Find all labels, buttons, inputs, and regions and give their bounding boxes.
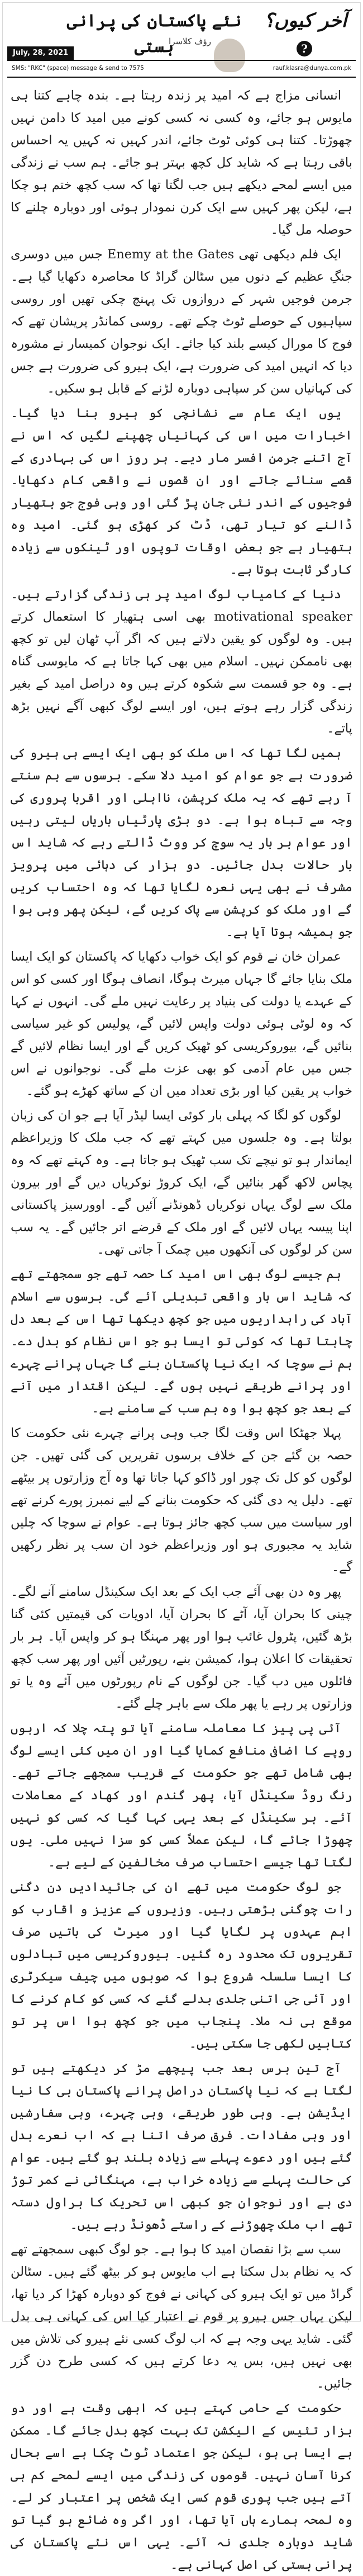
logo-word: آخر کیوں؟ [264,10,347,32]
paragraph: حکومت کے حامی کہتے ہیں کہ ابھی وقت ہے اور دو ہزار تئیس کے الیکشن تک بہت کچھ بدل جائے گا۔ ممکن ہے ایسا ہی ہو، لیکن جو اعتماد ٹوٹ چکا ہے اسے بحال کرنا آسان نہیں۔ قوموں کی زندگی میں ایسے لمحے کم ہی آتے ہیں جب پوری قوم کسی ایک شخص پر اعتبار کر لے۔ وہ لمحہ ہمارے ہاں آیا تھا، اور اگر وہ ضائع ہو گیا تو شاید دوبارہ جلدی نہ آئے۔ یہی اس نئے پاکستان کی پرانی ہستی کی اصل کہانی ہے۔ [11,2401,352,2572]
paragraph: یوں ایک عام سے نشانچی کو ہیرو بنا دیا گیا۔ اخبارات میں اس کی کہانیاں چھپنے لگیں کہ اس نے آج اتنے جرمن افسر مار دیے۔ ہر روز اس کی بہادری کے قصے سنائے جاتے اور ان قصوں نے واقعی کام دکھایا۔ فوجیوں کے اندر نئی جان پڑ گئی اور وہی فوج جو ہتھیار ڈالنے کو تیار تھی، ڈٹ کر کھڑی ہو گئی۔ امید وہ ہتھیار ہے جو بعض اوقات توپوں اور ٹینکوں سے زیادہ کارگر ثابت ہوتا ہے۔ [11,406,352,577]
paragraph: انسانی مزاج ہے کہ امید پر زندہ رہتا ہے۔ بندہ چاہے کتنا ہی مایوس ہو جائے، وہ کسی نہ کسی کونے میں امید کا دامن نہیں چھوڑتا۔ کتنا ہی کوئی ٹوٹ جائے، اندر کہیں نہ کہیں یہ احساس باقی رہتا ہے کہ شاید کل کچھ بہتر ہو جائے۔ ہم سب نے زندگی میں ایسے لمحے دیکھے ہیں جب لگتا تھا کہ سب کچھ ختم ہو چکا ہے، لیکن پھر کہیں سے ایک کرن نمودار ہوئی اور دوبارہ چلنے کا حوصلہ مل گیا۔ [11,88,352,237]
article-body [11,84,352,2572]
paragraph: ہم جیسے لوگ بھی اس امید کا حصہ تھے جو سمجھتے تھے کہ شاید اس بار واقعی تبدیلی آئے گی۔ برسوں سے اسلام آباد کی راہداریوں میں جو کچھ دیکھا تھا اس کے بعد دل چاہتا تھا کہ کوئی تو ایسا ہو جو اس نظام کو بدل دے۔ ہم نے سوچا کہ ایک نیا پاکستان بنے گا جہاں پرانے چہرے اور پرانے طریقے نہیں ہوں گے۔ لیکن اقتدار میں آنے کے بعد جو کچھ ہوا وہ ہم سب کے سامنے ہے۔ [11,1267,352,1416]
contact-strip [7,49,356,78]
column-masthead [3,3,360,79]
paragraph: سب سے بڑا نقصان امید کا ہوا ہے۔ جو لوگ کبھی سمجھتے تھے کہ یہ نظام بدل سکتا ہے اب مایوس ہو کر بیٹھ گئے ہیں۔ سٹالن گراڈ میں تو ایک ہیرو کی کہانی نے فوج کو دوبارہ کھڑا کر دیا تھا، لیکن یہاں جس ہیرو پر قوم نے اعتبار کیا اس کی کہانی ہی بدل گئی۔ شاید یہی وجہ ہے کہ اب لوگ کسی نئے ہیرو کی تلاش میں بھی نہیں ہیں، بس یہ دعا کرتے ہیں کہ کسی طرح دن گزر جائیں۔ [11,2242,352,2391]
paragraph: ایک فلم دیکھی تھی Enemy at the Gates جس میں دوسری جنگِ عظیم کے دنوں میں سٹالن گراڈ کا محاصرہ دکھایا گیا ہے۔ جرمن فوجیں شہر کے دروازوں تک پہنچ چکی تھیں اور روسی سپاہیوں کے حوصلے ٹوٹ چکے تھے۔ روسی کمانڈر پریشان تھے کہ فوج کا مورال کیسے بلند کیا جائے۔ ایک نوجوان کمیسار نے مشورہ دیا کہ انہیں امید کی ضرورت ہے، ایک ہیرو کی ضرورت ہے جس کی کہانیاں سن کر سپاہی دوبارہ لڑنے کے قابل ہو سکیں۔ [11,247,352,396]
author-name: رؤف کلاسرا [169,36,211,46]
paragraph: آئی پی پیز کا معاملہ سامنے آیا تو پتہ چلا کہ اربوں روپے کا اضافی منافع کمایا گیا اور ان میں کئی ایسے لوگ بھی شامل تھے جو حکومت کے قریب سمجھے جاتے تھے۔ رنگ روڈ سکینڈل آیا، پھر گندم اور کھاد کے معاملات آئے۔ ہر سکینڈل کے بعد یہی کہا گیا کہ کسی کو نہیں چھوڑا جائے گا، لیکن عملاً کسی کو سزا نہیں ملی۔ یوں لگتا تھا جیسے احتساب صرف مخالفین کے لیے ہے۔ [11,1721,352,1870]
paragraph: پہلا جھٹکا اس وقت لگا جب وہی پرانے چہرے نئی حکومت کا حصہ بن گئے جن کے خلاف برسوں تقریریں کی گئی تھیں۔ جن لوگوں کو کل تک چور اور ڈاکو کہا جاتا تھا وہ آج وزارتوں پر بیٹھے تھے۔ دلیل یہ دی گئی کہ حکومت بنانے کے لیے نمبرز پورے کرنے تھے اور سیاست میں سب کچھ جائز ہوتا ہے۔ عوام نے سوچا کہ چلیں شاید یہ مجبوری ہو اور وزیراعظم خود ان سب پر نظر رکھیں گے۔ [11,1426,352,1575]
question-mark-icon: ? [297,41,312,56]
paragraph: لوگوں کو لگا کہ پہلی بار کوئی ایسا لیڈر آیا ہے جو ان کی زبان بولتا ہے۔ وہ جلسوں میں کہتے تھے کہ جب ملک کا وزیراعظم ایماندار ہو تو نیچے تک سب ٹھیک ہو جاتا ہے۔ وہ کہتے تھے کہ وہ پچاس لاکھ گھر بنائیں گے، ایک کروڑ نوکریاں دیں گے اور بیرون ملک سے لوگ یہاں نوکریاں ڈھونڈنے آئیں گے۔ اوورسیز پاکستانی اپنا پیسہ یہاں لائیں گے اور ملک کے قرضے اتر جائیں گے۔ یہ سب سن کر لوگوں کی آنکھوں میں چمک آ جاتی تھی۔ [11,1108,352,1257]
newspaper-clipping [2,2,361,2572]
paragraph: آج تین برس بعد جب پیچھے مڑ کر دیکھتے ہیں تو لگتا ہے کہ نیا پاکستان دراصل پرانے پاکستان ہی کا نیا ایڈیشن ہے۔ وہی طور طریقے، وہی چہرے، وہی سفارشیں اور وہی مفادات۔ فرق صرف اتنا ہے کہ اب نعرے بدل گئے ہیں اور دعوے پہلے سے زیادہ بلند ہو گئے ہیں۔ عوام کی حالت پہلے سے زیادہ خراب ہے، مہنگائی نے کمر توڑ دی ہے اور نوجوان جو کبھی اس تحریک کا ہراول دستہ تھے اب ملک چھوڑنے کے راستے ڈھونڈ رہے ہیں۔ [11,2061,352,2232]
headline: نئے پاکستان کی پرانی ہستی [66,11,242,56]
author-email: rauf.klasra@dunya.com.pk [273,65,351,72]
paragraph: دنیا کے کامیاب لوگ امید پر ہی زندگی گزارتے ہیں۔ motivational speaker بھی اسی ہتھیار کا استعمال کرتے ہیں۔ وہ لوگوں کو یقین دلاتے ہیں کہ اگر آپ ٹھان لیں تو کچھ بھی ناممکن نہیں۔ اسلام میں بھی کہا جاتا ہے کہ مایوسی گناہ ہے۔ وہ جو قسمت سے شکوہ کرتے ہیں وہ دراصل امید کے بغیر زندگی گزار رہے ہوتے ہیں، اور ایسے لوگ کبھی آگے نہیں بڑھ پاتے۔ [11,587,352,736]
publication-date: July, 28, 2021 [7,46,74,60]
paragraph: ہمیں لگا تھا کہ اس ملک کو بھی ایک ایسے ہی ہیرو کی ضرورت ہے جو عوام کو امید دلا سکے۔ برسوں سے ہم سنتے آ رہے تھے کہ یہ ملک کرپشن، نااہلی اور اقربا پروری کی وجہ سے تباہ ہوا ہے۔ دو بڑی پارٹیاں باریاں لیتی رہیں اور عوام ہر بار یہ سوچ کر ووٹ ڈالتے رہے کہ شاید اس بار حالات بدل جائیں۔ دو ہزار کی دہائی میں پرویز مشرف نے بھی یہی نعرہ لگایا تھا کہ وہ احتساب کریں گے اور ملک کو کرپشن سے پاک کریں گے، لیکن پھر وہی ہوا جو ہمیشہ ہوتا آیا ہے۔ [11,746,352,939]
paragraph: عمران خان نے قوم کو ایک خواب دکھایا کہ پاکستان کو ایک ایسا ملک بنایا جائے گا جہاں میرٹ ہوگا، انصاف ہوگا اور کسی کو اس کے عہدے یا دولت کی بنیاد پر رعایت نہیں ملے گی۔ انہوں نے کہا کہ وہ لوٹی ہوئی دولت واپس لائیں گے، پولیس کو غیر سیاسی بنائیں گے، بیوروکریسی کو ٹھیک کریں گے اور ایسا نظام لائیں گے جس میں عام آدمی کو بھی عزت ملے گی۔ نوجوانوں نے اس خواب پر یقین کیا اور بڑی تعداد میں ان کے ساتھ کھڑے ہو گئے۔ [11,949,352,1098]
paragraph: پھر وہ دن بھی آئے جب ایک کے بعد ایک سکینڈل سامنے آنے لگے۔ چینی کا بحران آیا، آٹے کا بحران آیا، ادویات کی قیمتیں کئی گنا بڑھ گئیں، پٹرول غائب ہوا اور پھر مہنگا ہو کر واپس آیا۔ ہر بار تحقیقات کا اعلان ہوا، کمیشن بنے، رپورٹیں آئیں اور پھر سب کچھ فائلوں میں دب گیا۔ جن لوگوں کے نام رپورٹوں میں آئے وہ یا تو وزارتوں پر رہے یا پھر ملک سے باہر چلے گئے۔ [11,1585,352,1711]
paragraph: جو لوگ حکومت میں تھے ان کی جائیدادیں دن دگنی رات چوگنی بڑھتی رہیں۔ وزیروں کے عزیز و اقارب کو اہم عہدوں پر لگایا گیا اور میرٹ کی باتیں صرف تقریروں تک محدود رہ گئیں۔ بیوروکریسی میں تبادلوں کا ایسا سلسلہ شروع ہوا کہ صوبوں میں چیف سیکرٹری اور آئی جی اتنی جلدی بدلے گئے کہ کسی کو کام کرنے کا موقع ہی نہ ملا۔ پنجاب میں جو کچھ ہوا اس پر تو کتابیں لکھی جا سکتی ہیں۔ [11,1880,352,2051]
sms-instruction: SMS: "RKC" (space) message & send to 7575 [12,65,144,72]
